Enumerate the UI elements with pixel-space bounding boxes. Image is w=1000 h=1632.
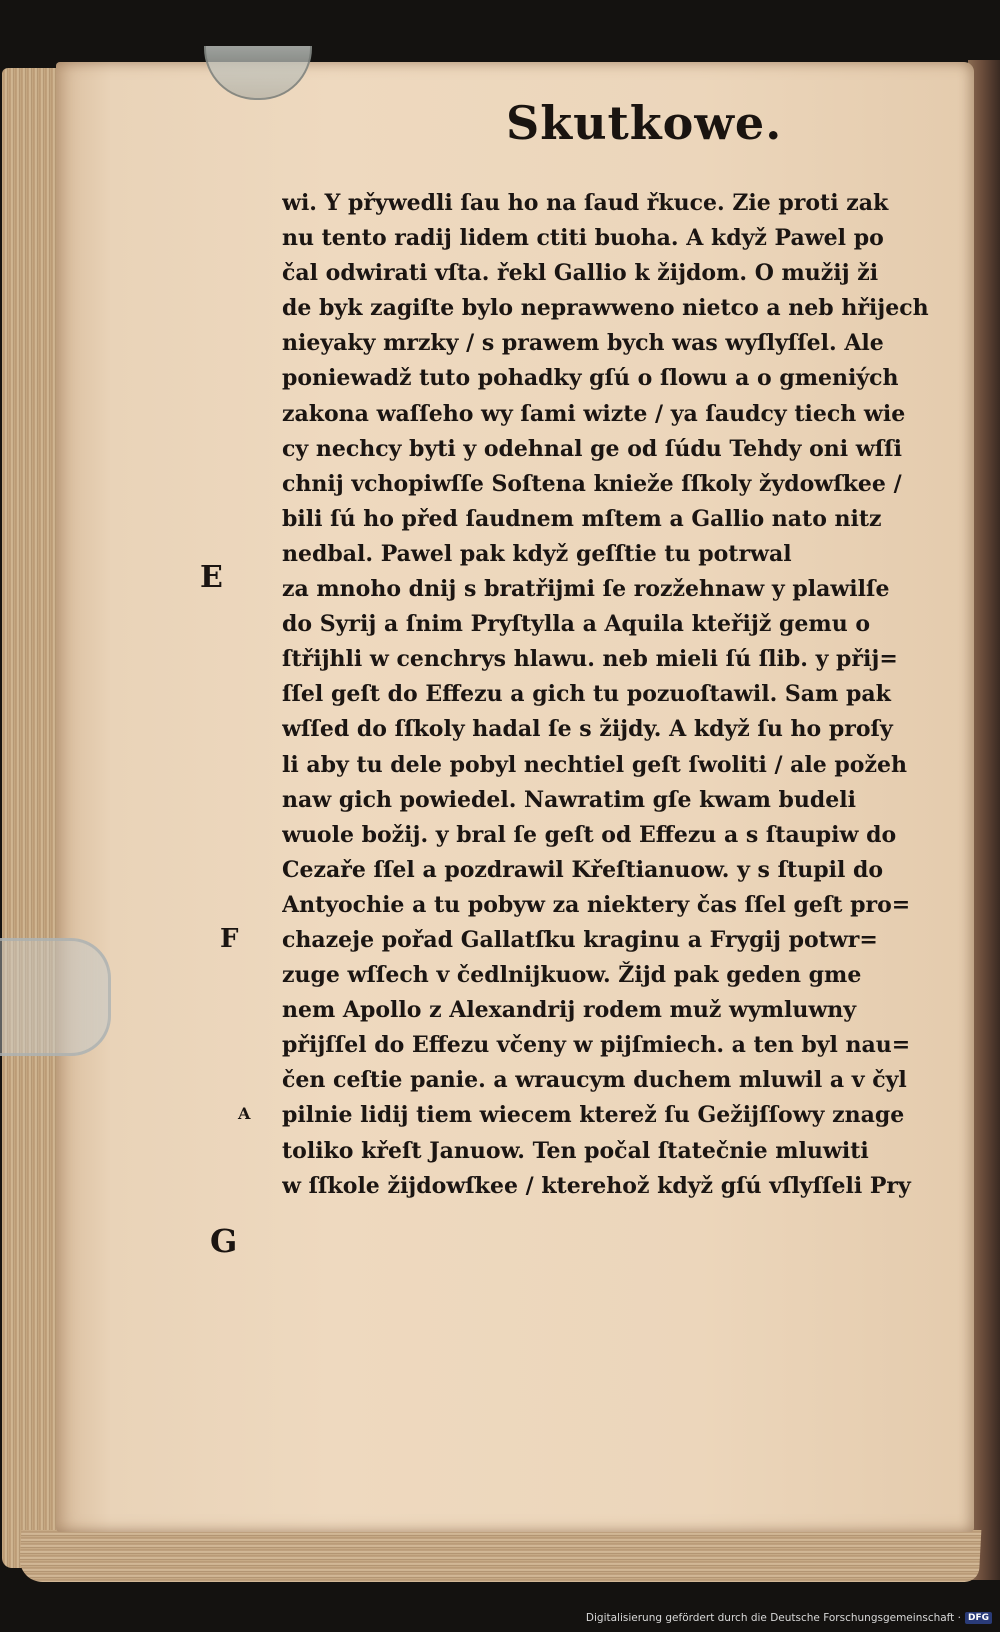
text-line: li aby tu dele pobyl nechtiel geſt ſwoliti / ale požeh [282,751,907,778]
text-line: Antyochie a tu pobyw za niektery čas ſſel geſt pro= [282,891,911,918]
text-line: pilnie lidij tiem wiecem kterež ſu Gežijſſowy znage [282,1102,905,1129]
marginal-letter-a: A [238,1104,251,1123]
text-line: zakona waſſeho wy ſami wizte / ya ſaudcy tiech wie [282,400,906,427]
body-text [282,186,952,1204]
text-line: poniewadž tuto pohadky gſú o ſlowu a o gmeniých [282,365,899,392]
text-line: čal odwirati vſta. řekl Gallio k žijdom. O mužij ži [282,260,879,287]
text-line: w ſſkole žijdowſkee / kterehož když gſú vſlyſſeli Pry [282,1172,911,1199]
text-line: nem Apollo z Alexandrij rodem muž wymluwny [282,997,857,1024]
text-line: nu tento radij lidem ctiti buoha. A když Pawel po [282,225,884,252]
text-line: Cezaře ſſel a pozdrawil Křeſtianuow. y s ſtupil do [282,856,884,883]
text-line: ſtřijhli w cenchrys hlawu. neb mieli ſú ſlib. y přij= [282,646,898,673]
text-line: naw gich powiedel. Nawratim gſe kwam budeli [282,786,856,813]
digitization-credit [585,1608,992,1628]
dfg-logo: DFG [965,1612,992,1624]
text-line: chazeje pořad Gallatſku kraginu a Frygij potwr= [282,926,878,953]
marginal-letter-g: G [210,1222,238,1260]
marginal-letter-f: F [220,924,239,954]
text-line: wſſed do ſſkoly hadal ſe s žijdy. A když ſu ho proſy [282,716,893,743]
running-head: Skutkowe. [506,96,783,150]
text-line: wuole božij. y bral ſe geſt od Effezu a s ſtaupiw do [282,821,897,848]
page-stack-bottom-edge [19,1530,982,1582]
text-line: zuge wſſech v čedlnijkuow. Žijd pak geden gme [282,962,862,989]
text-line: nieyaky mrzky / s prawem bych was wyſlyſſel. Ale [282,330,884,357]
credit-text: Digitalisierung gefördert durch die Deutsche Forschungsgemeinschaft · [585,1612,961,1624]
text-line: nedbal. Pawel pak když geſſtie tu potrwal [282,540,792,567]
text-line: za mnoho dnij s bratřijmi ſe rozžehnaw y plawilſe [282,576,890,603]
marginal-letter-e: E [200,560,223,595]
text-line: cy nechcy byti y odehnal ge od ſúdu Tehdy oni wſſi [282,435,902,462]
text-line: přijſſel do Effezu včeny w pijſmiech. a ten byl nau= [282,1032,911,1059]
text-line: ſſel geſt do Effezu a gich tu pozuoſtawil. Sam pak [282,681,891,708]
text-line: de byk zagiſte bylo neprawweno nietco a neb hřijech [282,295,929,322]
page-clip-left [0,938,111,1056]
text-line: do Syrij a ſnim Pryſtylla a Aquila kteřijž gemu o [282,611,871,638]
text-line: toliko křeſt Januow. Ten počal ſtatečnie mluwiti [282,1137,869,1164]
text-line: čen ceſtie panie. a wraucym duchem mluwil a v čyl [282,1067,907,1094]
text-line: wi. Y přywedli ſau ho na ſaud řkuce. Zie proti zak [282,190,889,216]
text-line: bili ſú ho před ſaudnem mſtem a Gallio nato nitz [282,505,882,532]
text-line: chnij vchopiwſſe Soſtena knieže ſſkoly žydowſkee / [282,470,902,497]
